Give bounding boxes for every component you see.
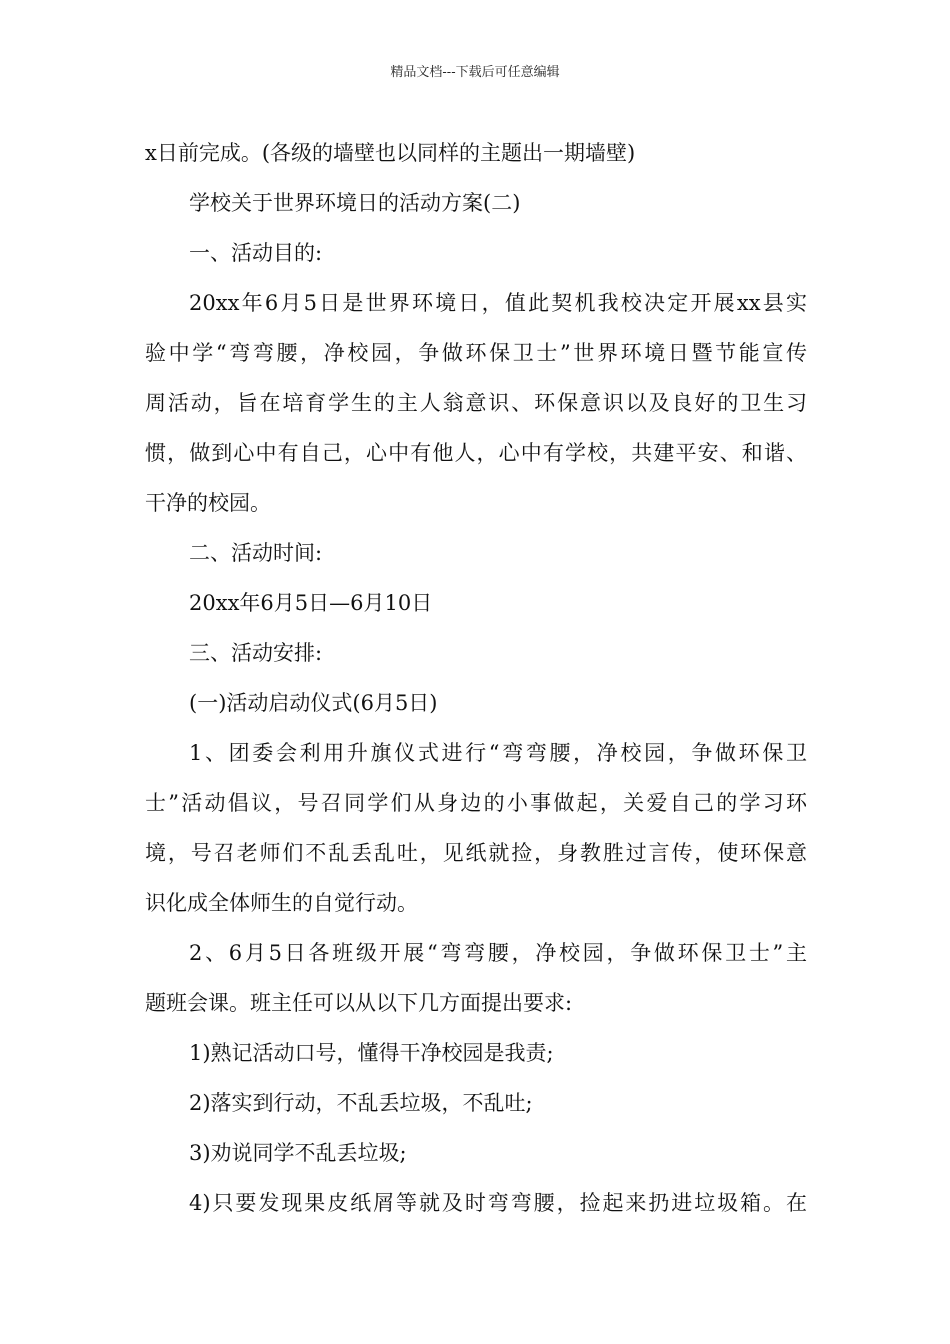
text-line: 士”活动倡议，号召同学们从身边的小事做起，关爱自己的学习环 — [145, 791, 807, 815]
text-line: 惯，做到心中有自己，心中有他人，心中有学校，共建平安、和谐、 — [145, 441, 807, 465]
section-heading: 一、活动目的: — [189, 241, 323, 265]
text-line: 2、6月5日各班级开展“弯弯腰，净校园，争做环保卫士”主 — [189, 941, 807, 965]
subsection-heading: (一)活动启动仪式(6月5日) — [189, 691, 438, 715]
text-line: 20xx年6月5日是世界环境日，值此契机我校决定开展xx县实 — [189, 291, 807, 315]
section-title: 学校关于世界环境日的活动方案(二) — [189, 191, 521, 215]
text-line: 干净的校园。 — [145, 491, 271, 515]
page-header: 精品文档---下载后可任意编辑 — [390, 65, 560, 80]
text-line: 验中学“弯弯腰，净校园，争做环保卫士”世界环境日暨节能宣传 — [145, 341, 807, 365]
text-line: 周活动，旨在培育学生的主人翁意识、环保意识以及良好的卫生习 — [145, 391, 807, 415]
text-line: x日前完成。(各级的墙壁也以同样的主题出一期墙壁) — [145, 141, 636, 165]
text-line: 题班会课。班主任可以从以下几方面提出要求: — [145, 991, 573, 1015]
text-line: 识化成全体师生的自觉行动。 — [145, 891, 418, 915]
section-heading: 二、活动时间: — [189, 541, 323, 565]
text-line: 1、团委会利用升旗仪式进行“弯弯腰，净校园，争做环保卫 — [189, 741, 807, 765]
list-item: 2)落实到行动，不乱丢垃圾，不乱吐; — [189, 1091, 533, 1115]
list-item: 1)熟记活动口号，懂得干净校园是我责; — [189, 1041, 554, 1065]
document-body — [145, 128, 807, 1228]
text-line: 境，号召老师们不乱丢乱吐，见纸就捡，身教胜过言传，使环保意 — [145, 841, 807, 865]
text-line: 20xx年6月5日—6月10日 — [189, 591, 433, 615]
section-heading: 三、活动安排: — [189, 641, 323, 665]
list-item: 3)劝说同学不乱丢垃圾; — [189, 1141, 407, 1165]
list-item: 4)只要发现果皮纸屑等就及时弯弯腰，捡起来扔进垃圾箱。在 — [189, 1191, 807, 1215]
